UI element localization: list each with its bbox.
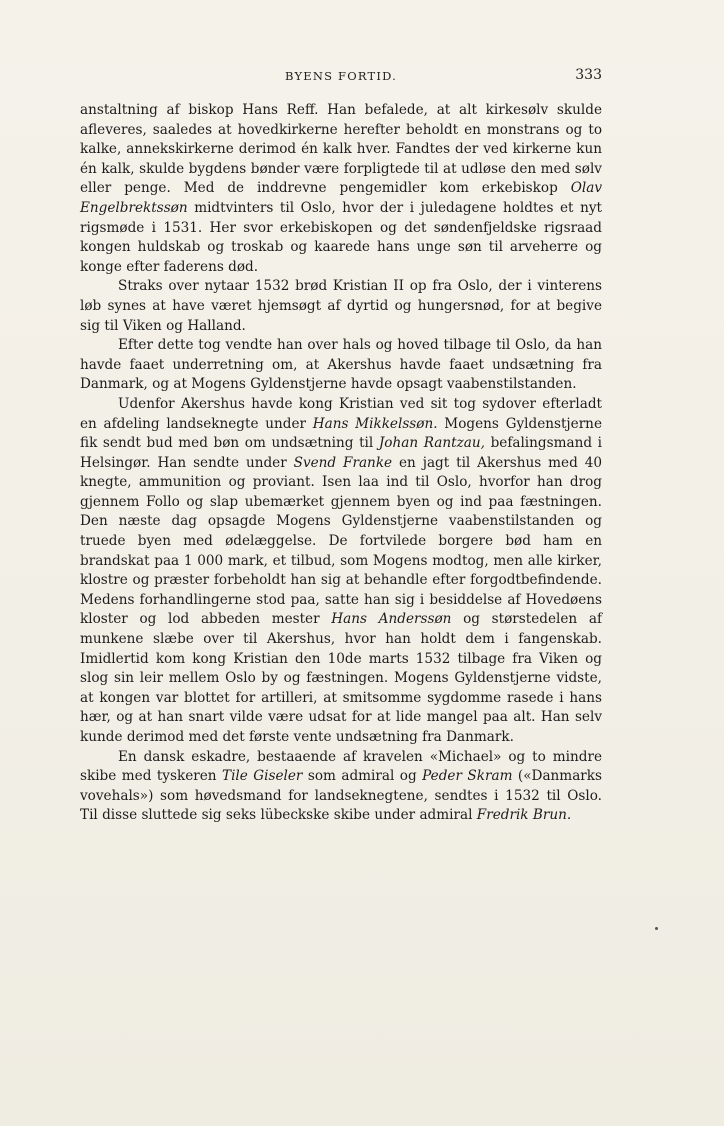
- text-run: anstaltning af biskop Hans Reff. Han befalede, at alt kirkesølv skulde afleveres, saaledes at hovedkirkerne herefter beholdt en monstrans og to kalke, annekskirkerne derimod én kalk hver. Fandtes der ved kirkerne kun én kalk, skulde bygdens bønder være forpligtede til at udløse den med sølv eller penge. Med de inddrevne pengemidler kom erkebiskop: [80, 102, 602, 197]
- text-run: Mogens Gyldenstjerne fik sendt bud med bøn om undsætning til: [80, 415, 602, 452]
- text-run: en jagt til Akershus med 40 knegte, ammunition og proviant. Isen laa ind til Oslo, hvorfor han drog gjennem Follo og slap ubemærket gjennem byen og ind paa fæstningen. Den næste dag opsagde Mogens Gyldenstjerne vaabenstilstanden og truede byen med ødelæggelse. De fortvilede borgere bød ham en brandskat paa 1 000 mark, et tilbud, som Mogens modtog, men alle kirker, klostre og præster forbeholdt han sig at behandle efter forgodtbefindende. Medens forhandlingerne stod paa, satte han sig i besiddelse af Hovedøens kloster og lod abbeden mester: [80, 454, 602, 628]
- italic-name: Fredrik Brun.: [476, 807, 572, 824]
- running-title: BYENS FORTID.: [285, 69, 397, 83]
- paragraph-1: [80, 101, 602, 277]
- body-text: [80, 101, 602, 826]
- text-run: befalingsmand i Helsingør. Han sendte under: [80, 435, 603, 471]
- ink-speck: [655, 927, 658, 930]
- text-run: Udenfor Akershus havde kong Kristian ved sit tog sydover efterladt en afdeling landseknegte under: [80, 395, 602, 432]
- paragraph-2: [80, 277, 602, 336]
- italic-name: Svend Franke: [293, 454, 393, 471]
- italic-name: Hans Mikkelssøn.: [312, 415, 438, 432]
- text-run: midtvinters til Oslo, hvor der i juledagene holdtes et nyt rigsmøde i 1531. Her svor erkebiskopen og det søndenfjeldske rigsraad kongen huldskab og troskab og kaarede hans unge søn til arveherre og konge efter faderens død.: [80, 199, 602, 275]
- paragraph-5: [80, 748, 602, 826]
- text-run: («Danmarks vovehals») som høvedsmand for landseknegtene, sendtes i 1532 til Oslo. Til disse sluttede sig seks lübeckske skibe under admiral: [80, 768, 603, 824]
- text-run: En dansk eskadre, bestaaende af kravelen «Michael» og to mindre skibe med tyskeren: [80, 748, 602, 785]
- italic-name: Tile Giseler: [222, 768, 303, 785]
- page-number: 333: [575, 67, 602, 83]
- text-run: og størstedelen af munkene slæbe over til Akershus, hvor han holdt dem i fangenskab. Imidlertid kom kong Kristian den 10de marts 1532 tilbage fra Viken og slog sin leir mellem Oslo by og fæstningen. Mogens Gyldenstjerne vidste, at kongen var blottet for artilleri, at smitsomme sygdomme rasede i hans hær, og at han snart vilde være udsat for at lide mangel paa alt. Han selv kunde derimod med det første vente undsætning fra Danmark.: [80, 611, 602, 745]
- italic-name: Peder Skram: [422, 768, 513, 785]
- italic-name: Olav Engelbrektssøn: [80, 180, 602, 216]
- text-run: Straks over nytaar 1532 brød Kristian II op fra Oslo, der i vinterens løb synes at have været hjemsøgt af dyrtid og hungersnød, for at begive sig til Viken og Halland.: [80, 278, 602, 334]
- italic-name: Johan Rantzau,: [378, 435, 485, 452]
- text-run: Efter dette tog vendte han over hals og hoved tilbage til Oslo, da han havde faaet underretning om, at Akershus havde faaet undsætning fra Danmark, og at Mogens Gyldenstjerne havde opsagt vaabenstilstanden.: [80, 337, 602, 393]
- italic-name: Hans Anderssøn: [331, 611, 452, 628]
- text-run: som admiral og: [302, 768, 423, 785]
- paragraph-4: [80, 395, 602, 748]
- running-head: [80, 66, 602, 86]
- paragraph-3: [80, 336, 602, 395]
